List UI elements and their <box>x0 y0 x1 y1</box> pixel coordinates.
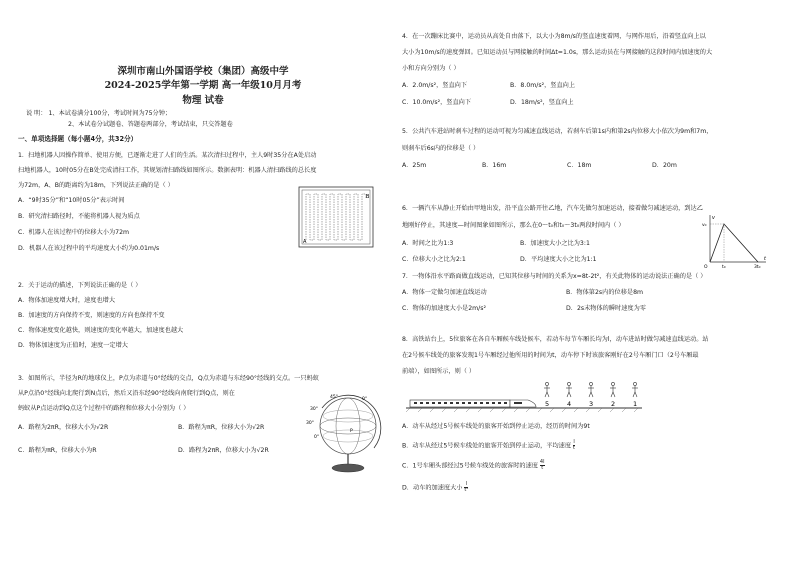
vt-graph <box>702 212 770 270</box>
globe-label-30-a: 30° <box>310 407 318 412</box>
q7-stem: 7．一物体沿水平路面做直线运动，已知其位移与时间的关系为x=8t-2t²，有关此物体的运动说法正确的是（ ） <box>402 273 707 280</box>
q5-option-a[interactable]: A．25m <box>402 162 427 169</box>
globe-label-30-b: 30° <box>306 421 314 426</box>
q8-option-b-text: B．动车从经过5号候车线处的旅客开始到停止运动，平均速度 <box>402 442 572 450</box>
q3-option-b[interactable]: B．路程为πR，位移大小为√2R <box>178 424 265 431</box>
q8-option-c-fraction: $\frac{4l}{t}$ <box>539 459 545 471</box>
note-2: 2、本试卷分试题卷、答题卷两部分，考试结束，只交答题卷 <box>68 121 233 128</box>
q2-option-c[interactable]: C．物体速度变化越快，则速度的变化率越大，加速度也越大 <box>18 327 184 334</box>
train-platform-figure <box>406 378 646 414</box>
q8-option-d-fraction: $\frac{l}{\text{t²}}$ <box>464 481 469 493</box>
q3-line-2: 从P点沿0°经线向北爬行到N点后，然后又沿东经90°经线向南爬行到Q点，则在 <box>18 390 235 397</box>
platform-number-1: 1 <box>633 400 638 408</box>
globe-figure <box>306 388 386 476</box>
q4-option-d[interactable]: D．18m/s²，竖直向上 <box>510 99 574 106</box>
note-1: 说 明： 1、本试卷满分100分，考试时间为75分钟； <box>26 110 172 117</box>
globe-label-0-a: 0° <box>314 435 320 440</box>
q8-option-b-fraction: $\frac{l}{t}$ <box>573 439 575 451</box>
q5-option-b[interactable]: B．16m <box>482 162 507 169</box>
q6-option-b[interactable]: B．加速度大小之比为3:1 <box>520 240 590 247</box>
fig-label-a: A <box>303 239 307 245</box>
q6-line-1: 6．一辆汽车从静止开始由甲地出发，沿平直公路开往乙地，汽车先做匀加速运动，接着做匀减速运动，到达乙 <box>402 205 703 212</box>
q1-line-3: 为72m，A、B的距离约为18m，下列说法正确的是（ ） <box>18 182 174 189</box>
subject-title: 物理 试卷 <box>182 95 224 106</box>
platform-number-2: 2 <box>611 400 616 408</box>
q6-option-a[interactable]: A．时间之比为1:3 <box>402 240 454 247</box>
q1-option-d[interactable]: D．机器人在该过程中的平均速度大小约为0.01m/s <box>18 245 160 252</box>
q5-option-c[interactable]: C．18m <box>567 162 592 169</box>
q5-option-d[interactable]: D．20m <box>652 162 677 169</box>
q1-option-b[interactable]: B．研究清扫路径时，不能将机器人视为质点 <box>18 213 140 220</box>
q1-line-2: 扫地机器人，10时05分在B处完成清扫工作，其规划清扫路线如图所示。数据表明：机器人清扫路线的总长度 <box>18 167 317 174</box>
q4-line-1: 4．在一次蹦床比赛中，运动员从高处自由落下，以大小为8m/s的竖直速度着网，与网作用后，沿着竖直向上以 <box>402 33 706 40</box>
q3-option-d[interactable]: D．路程为2πR，位移大小为√2R <box>178 447 269 454</box>
q1-option-a[interactable]: A．“9时35分”和“10时05分”表示时间 <box>18 197 125 204</box>
q4-option-a[interactable]: A．2.0m/s²，竖直向下 <box>402 82 468 89</box>
q4-line-3: 小和方向分别为（ ） <box>402 65 460 72</box>
graph-x-label: t <box>764 256 766 262</box>
q4-line-2: 大小为10m/s的速度弹回。已知运动员与网接触的时间Δt=1.0s，那么运动员在与网接触的这段时间内加速度的大 <box>402 49 713 56</box>
exam-title: 2024-2025学年第一学期 高一年级10月月考 <box>104 80 302 91</box>
q5-line-1: 5．公共汽车进站时刹车过程的运动可视为匀减速直线运动，若刹车后第1s内和第2s内位移大小依次为9m和7m， <box>402 128 713 135</box>
q2-option-a[interactable]: A．物体加速度增大时，速度也增大 <box>18 297 116 304</box>
q8-option-d[interactable] <box>402 482 468 493</box>
q8-option-b[interactable] <box>402 440 575 451</box>
cleaning-path-figure <box>298 186 374 248</box>
globe-label-0-b: 0° <box>362 397 368 402</box>
platform-number-4: 4 <box>567 400 572 408</box>
q8-line-1: 8．高铁站台上，5位旅客在各自车厢候车线处候车，若动车每节车厢长均为l，动车进站时做匀减速直线运动。站 <box>402 336 709 343</box>
q3-line-3: 蚂蚁从P点运动到Q点这个过程中的路程和位移大小分别为（ ） <box>18 405 190 412</box>
q1-option-c[interactable]: C．机器人在该过程中的位移大小为72m <box>18 229 130 236</box>
q7-option-d[interactable]: D．2s末物体的瞬时速度为零 <box>566 305 646 312</box>
q8-line-3: 前端），如图所示，则（ ） <box>402 368 476 375</box>
graph-x-tick-1: t₀ <box>722 265 726 270</box>
q6-option-d[interactable]: D．平均速度大小之比为1:1 <box>520 256 597 263</box>
q8-option-c[interactable] <box>402 460 545 471</box>
q8-option-a[interactable]: A．动车从经过5号候车线处的旅客开始到停止运动，经历的时间为9t <box>402 423 590 430</box>
q3-line-1: 3．如图所示，半径为R的地球仪上，P点为赤道与0°经线的交点，Q点为赤道与东经90°经线的交点。一只蚂蚁 <box>18 375 319 382</box>
q8-line-2: 在2号候车线处的旅客发现1号车厢经过他所用的时间为t，动车停下时该旅客刚好在2号车厢门口（2号车厢最 <box>402 352 699 359</box>
q7-option-b[interactable]: B．物体第2s内的位移是8m <box>566 289 644 296</box>
graph-origin: O <box>704 265 708 270</box>
globe-label-45: 45° <box>330 395 338 400</box>
q3-option-c[interactable]: C．路程为πR，位移大小为R <box>18 447 97 454</box>
globe-label-p: P <box>350 429 353 434</box>
q6-line-2: 地刚好停止，其速度—时间图象如图所示，那么在0～t₀和t₀～3t₀两段时间内（ ） <box>402 222 625 229</box>
q4-option-b[interactable]: B．8.0m/s²，竖直向上 <box>510 82 576 89</box>
q7-option-c[interactable]: C．物体的加速度大小是2m/s² <box>402 305 486 312</box>
graph-y-tick: v₀ <box>702 223 707 228</box>
q1-line-1: 1．扫地机器人因操作简单、使用方便，已逐渐走进了人们的生活。某次清扫过程中，主人9时35分在A处启动 <box>18 152 317 159</box>
platform-number-3: 3 <box>589 400 594 408</box>
graph-y-label: v <box>712 215 715 221</box>
q8-option-c-text: C．1号车厢头部经过5号候车线处的旅客时的速度 <box>402 462 538 470</box>
platform-number-5: 5 <box>545 400 550 408</box>
section-1-heading: 一、单项选择题（每小题4分，共32分） <box>18 135 138 143</box>
fig-label-b: B <box>366 194 370 200</box>
q2-option-b[interactable]: B．加速度的方向保持不变，则速度的方向也保持不变 <box>18 312 165 319</box>
graph-x-tick-2: 3t₀ <box>754 265 761 270</box>
q5-line-2: 则刹车后6s内的位移是（ ） <box>402 145 480 152</box>
q4-option-c[interactable]: C．10.0m/s²，竖直向下 <box>402 99 472 106</box>
q2-option-d[interactable]: D．物体加速度为正值时，速度一定增大 <box>18 342 128 349</box>
q2-stem: 2．关于运动的描述，下列说法正确的是（ ） <box>18 282 142 289</box>
q3-option-a[interactable]: A．路程为2πR，位移大小为√2R <box>18 424 109 431</box>
q8-option-d-text: D．动车的加速度大小 <box>402 484 463 492</box>
q6-option-c[interactable]: C．位移大小之比为2:1 <box>402 256 466 263</box>
school-title: 深圳市南山外国语学校（集团）高级中学 <box>117 66 289 77</box>
q7-option-a[interactable]: A．物体一定做匀加速直线运动 <box>402 289 487 296</box>
